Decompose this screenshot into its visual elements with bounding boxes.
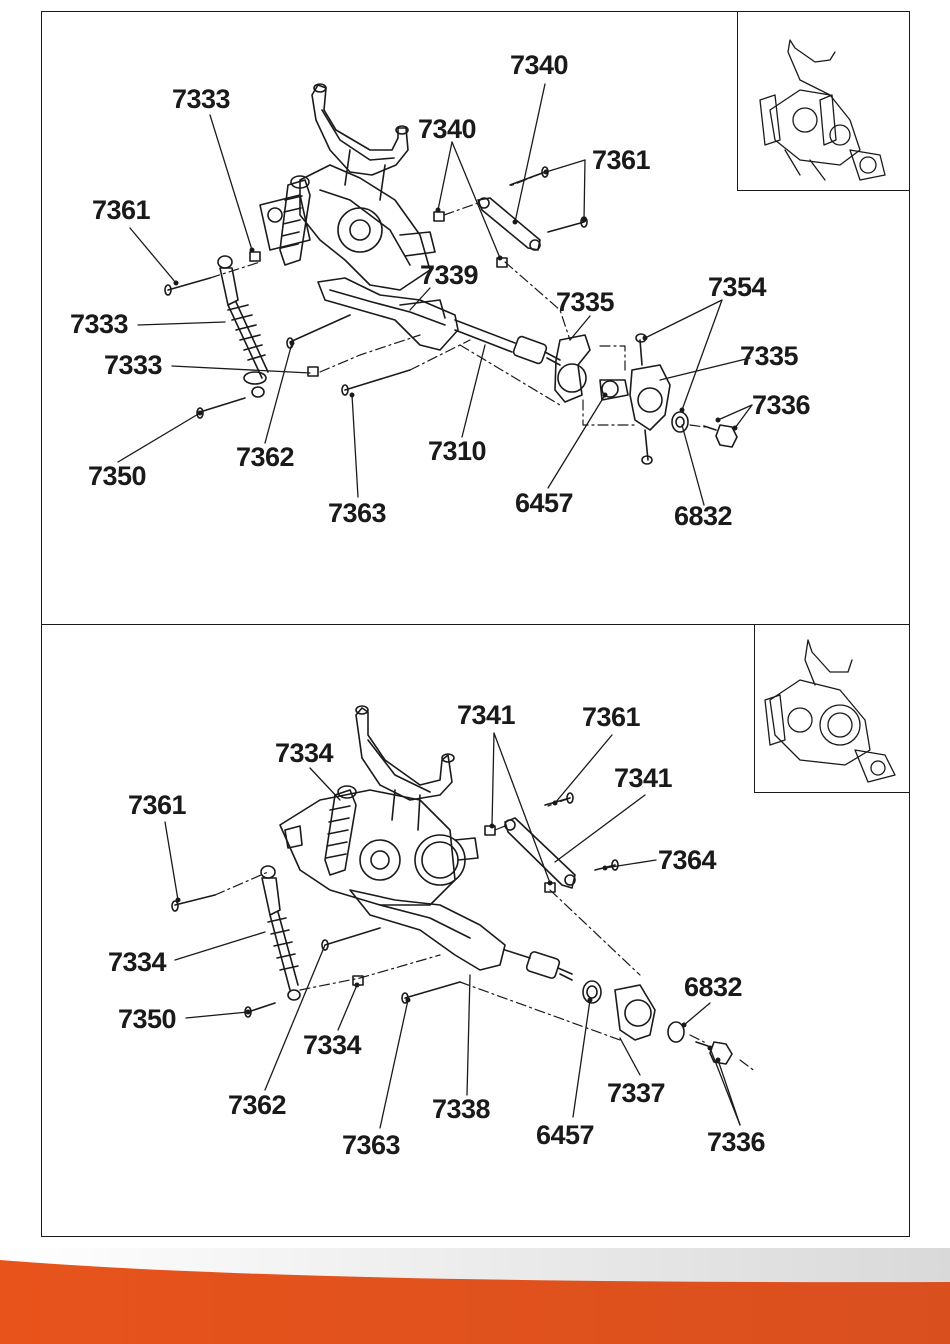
part-label: 7354 (708, 272, 767, 302)
part-label: 7336 (752, 390, 811, 420)
rear-gearbox (280, 790, 478, 905)
part-label: 7335 (556, 287, 615, 317)
part-label: 7334 (275, 738, 334, 768)
part-label: 7350 (88, 461, 147, 491)
footer-decorative-band (0, 1248, 950, 1344)
part-label: 7310 (428, 436, 487, 466)
part-label: 6457 (515, 488, 574, 518)
bottom-inset-thumbnail (765, 640, 895, 782)
leader-lines (118, 84, 752, 1128)
rear-driveshaft (505, 950, 572, 980)
front-upper-link (478, 198, 540, 250)
front-shock-mounted (280, 176, 310, 265)
top-inset-thumbnail (760, 40, 885, 180)
front-bulkhead (260, 165, 435, 290)
leader-arrowheads (174, 170, 738, 1063)
part-label: 6832 (684, 972, 743, 1002)
front-bearing-nut (672, 412, 737, 447)
part-label: 6457 (536, 1120, 595, 1150)
front-loose-shock (218, 256, 268, 397)
part-label: 7333 (70, 309, 129, 339)
front-driveshaft (455, 320, 560, 365)
rear-loose-shock (261, 866, 300, 1000)
part-label: 7340 (418, 114, 477, 144)
part-label: 6832 (674, 501, 733, 531)
part-label: 7363 (328, 498, 387, 528)
part-label: 7362 (228, 1090, 287, 1120)
part-label: 7364 (658, 845, 717, 875)
part-label: 7333 (172, 84, 231, 114)
part-label: 7361 (592, 145, 651, 175)
front-hub-carrier (630, 334, 670, 464)
part-label: 7335 (740, 341, 799, 371)
part-label: 7334 (303, 1030, 362, 1060)
part-label: 7361 (92, 195, 151, 225)
part-label: 7341 (614, 763, 673, 793)
part-label: 7362 (236, 442, 295, 472)
rear-upper-link (505, 818, 575, 888)
bottom-dashed-guides (215, 798, 756, 1072)
part-label: 7361 (582, 702, 641, 732)
part-label: 7340 (510, 50, 569, 80)
part-label: 7363 (342, 1130, 401, 1160)
part-label: 7361 (128, 790, 187, 820)
rear-body-mount (356, 706, 454, 830)
part-label: 7350 (118, 1004, 177, 1034)
part-label: 7337 (607, 1078, 666, 1108)
part-label: 7336 (707, 1127, 766, 1157)
part-label: 7334 (108, 947, 167, 977)
part-label: 7339 (420, 260, 479, 290)
part-label: 7341 (457, 700, 516, 730)
front-steering-block (555, 335, 628, 402)
part-label: 7338 (432, 1094, 491, 1124)
part-label: 7333 (104, 350, 163, 380)
rear-shock-mounted (325, 786, 356, 875)
front-body-mount (312, 84, 408, 200)
